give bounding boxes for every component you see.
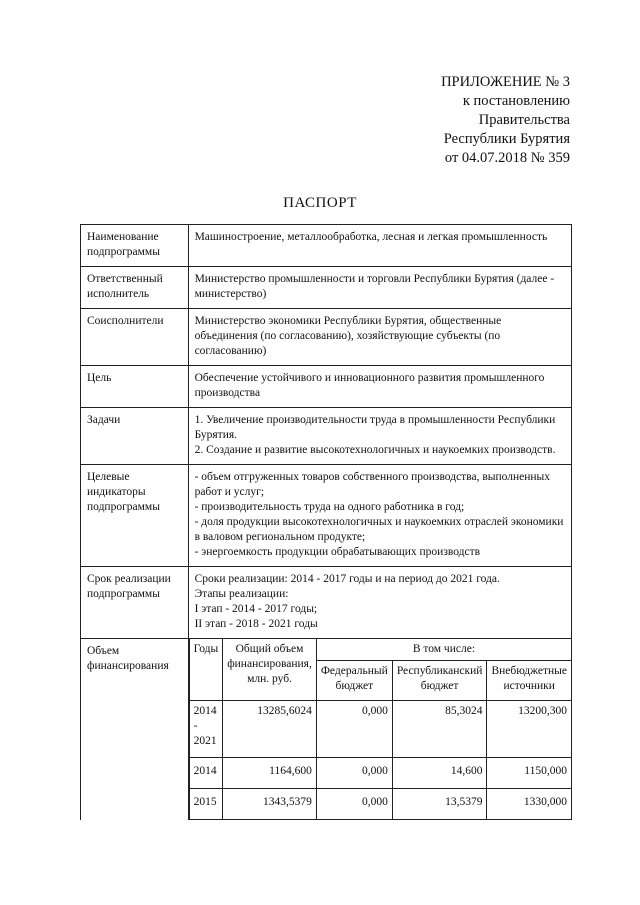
cell-extra: 1150,000	[487, 758, 571, 789]
task-item: 1. Увеличение производительности труда в промышленности Республики Бурятия.	[194, 414, 556, 441]
row-finance	[81, 639, 572, 821]
cell-year: 2015	[189, 789, 223, 820]
row-term	[81, 567, 572, 639]
indicator-item: - доля продукции высокотехнологичных и наукоемких отраслей экономики в валовом региональном продукте;	[194, 516, 564, 543]
cell-republic: 85,3024	[392, 701, 487, 758]
row-indicators	[81, 465, 572, 567]
label-responsible: Ответственный исполнитель	[81, 267, 189, 309]
header-extra: Внебюджетные источники	[487, 661, 571, 701]
term-item: II этап - 2018 - 2021 годы	[194, 618, 318, 630]
appendix-date: от 04.07.2018 № 359	[444, 150, 570, 166]
cell-total: 1343,5379	[223, 789, 317, 820]
row-responsible	[81, 267, 572, 309]
cell-federal: 0,000	[316, 758, 392, 789]
label-goal: Цель	[81, 366, 189, 408]
cell-year: 2014	[189, 758, 223, 789]
appendix-ref: к постановлению	[462, 93, 570, 109]
label-tasks: Задачи	[81, 408, 189, 465]
header-years: Годы	[189, 639, 223, 701]
label-term: Срок реализации подпрограммы	[81, 567, 189, 639]
task-item: 2. Создание и развитие высокотехнологичных и наукоемких производств.	[194, 444, 556, 456]
cell-republic: 14,600	[392, 758, 487, 789]
appendix-gov: Правительства	[478, 112, 570, 128]
finance-row	[189, 758, 571, 789]
header-total: Общий объем финансирования, млн. руб.	[223, 639, 317, 701]
label-finance: Объем финансирования	[81, 639, 189, 821]
indicator-item: - энергоемкость продукции обрабатывающих производств	[194, 546, 481, 558]
header-federal: Федеральный бюджет	[316, 661, 392, 701]
label-name: Наименование подпрограммы	[81, 225, 189, 267]
finance-header-row	[189, 639, 571, 661]
header-including: В том числе:	[316, 639, 571, 661]
cell-year: 2014 - 2021	[189, 701, 223, 758]
cell-federal: 0,000	[316, 789, 392, 820]
cell-extra: 13200,300	[487, 701, 571, 758]
value-name: Машиностроение, металлообработка, лесная и легкая промышленность	[188, 225, 571, 267]
cell-total: 1164,600	[223, 758, 317, 789]
row-coexecutors	[81, 309, 572, 366]
label-coexecutors: Соисполнители	[81, 309, 189, 366]
appendix-republic: Республики Бурятия	[443, 131, 570, 147]
page-title: ПАСПОРТ	[283, 195, 357, 211]
cell-total: 13285,6024	[223, 701, 317, 758]
finance-table	[189, 639, 571, 820]
row-name	[81, 225, 572, 267]
row-goal	[81, 366, 572, 408]
term-item: Этапы реализации:	[194, 588, 289, 600]
appendix-number: ПРИЛОЖЕНИЕ № 3	[441, 74, 570, 90]
term-item: I этап - 2014 - 2017 годы;	[194, 603, 318, 615]
passport-table	[80, 224, 572, 820]
finance-cell	[188, 639, 571, 821]
value-goal: Обеспечение устойчивого и инновационного развития промышленного производства	[188, 366, 571, 408]
indicator-item: - объем отгруженных товаров собственного производства, выполненных работ и услуг;	[194, 471, 551, 498]
finance-row	[189, 701, 571, 758]
cell-federal: 0,000	[316, 701, 392, 758]
finance-row	[189, 789, 571, 820]
value-indicators	[188, 465, 571, 567]
value-coexecutors: Министерство экономики Республики Бурятия, общественные объединения (по согласованию), хозяйствующие субъекты (по согласованию)	[188, 309, 571, 366]
term-item: Сроки реализации: 2014 - 2017 годы и на период до 2021 года.	[194, 573, 500, 585]
value-term	[188, 567, 571, 639]
row-tasks	[81, 408, 572, 465]
label-indicators: Целевые индикаторы подпрограммы	[81, 465, 189, 567]
cell-republic: 13,5379	[392, 789, 487, 820]
header-republic: Республиканский бюджет	[392, 661, 487, 701]
indicator-item: - производительность труда на одного работника в год;	[194, 501, 465, 513]
cell-extra: 1330,000	[487, 789, 571, 820]
value-responsible: Министерство промышленности и торговли Республики Бурятия (далее - министерство)	[188, 267, 571, 309]
value-tasks	[188, 408, 571, 465]
appendix-header	[441, 73, 570, 168]
